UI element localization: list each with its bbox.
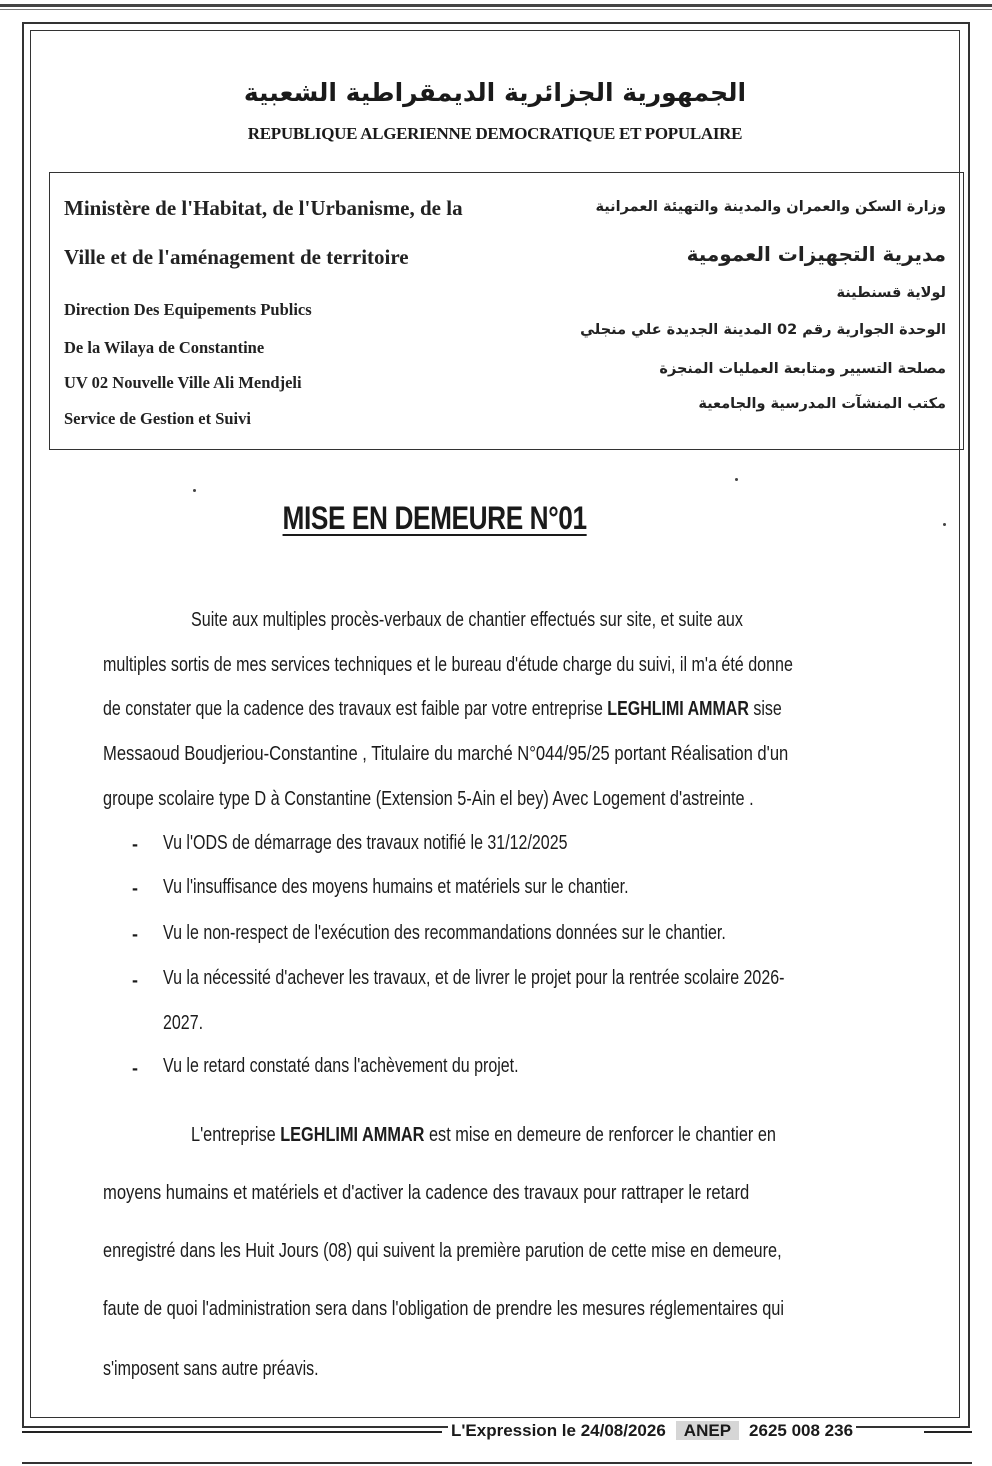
paragraph2-text-b: est mise en demeure de renforcer le chantier en [424, 1124, 777, 1146]
bullet-item: Vu l'ODS de démarrage des travaux notifié le 31/12/2025 [163, 832, 568, 854]
paragraph1-text-a: de constater que la cadence des travaux est faible par votre entreprise [103, 698, 608, 720]
arabic-wilaya-line: لولاية قسنطينة [836, 285, 946, 301]
bullet-item: Vu l'insuffisance des moyens humains et matériels sur le chantier. [163, 876, 629, 898]
paragraph2-line-4: faute de quoi l'administration sera dans l'obligation de prendre les mesures réglementaires qui [103, 1298, 785, 1320]
reference-number: 2625 008 236 [749, 1421, 854, 1440]
bullet-item: Vu le retard constaté dans l'achèvement du projet. [163, 1055, 519, 1077]
paragraph2-text-a: L'entreprise [191, 1124, 281, 1146]
scan-speck [193, 489, 196, 492]
top-rule-thin [0, 9, 992, 10]
arabic-service-line: مصلحة التسيير ومتابعة العمليات المنجزة [659, 361, 946, 377]
scan-speck [943, 523, 946, 526]
bullet-mark: - [132, 834, 138, 854]
address-line: UV 02 Nouvelle Ville Ali Mendjeli [64, 373, 302, 392]
arabic-office-line: مكتب المنشآت المدرسية والجامعية [698, 396, 946, 412]
paragraph1-line-4: Messaoud Boudjeriou-Constantine , Titulaire du marché N°044/95/25 portant Réalisation d'un [103, 743, 789, 765]
bottom-rule [22, 1462, 972, 1464]
arabic-ministry-line: وزارة السكن والعمران والمدينة والتهيئة العمرانية [595, 199, 946, 215]
agency-badge: ANEP [676, 1421, 739, 1440]
paragraph1-line-2: multiples sortis de mes services techniques et le bureau d'étude charge du suivi, il m'a été donne [103, 654, 793, 676]
document-title: MISE EN DEMEURE N°01 [282, 500, 587, 536]
arabic-republic-heading: الجمهورية الجزائرية الديمقراطية الشعبية [243, 78, 747, 107]
paragraph2-line-2: moyens humains et matériels et d'activer la cadence des travaux pour rattraper le retard [103, 1182, 750, 1204]
wilaya-line: De la Wilaya de Constantine [64, 338, 265, 357]
direction-line: Direction Des Equipements Publics [64, 300, 312, 319]
company-name: LEGHLIMI AMMAR [280, 1124, 425, 1146]
publication-footer [448, 1421, 856, 1441]
paragraph1-text-b: sise [748, 698, 782, 720]
paragraph1-line-3 [103, 698, 782, 721]
service-line: Service de Gestion et Suivi [64, 409, 251, 428]
publication-date: L'Expression le 24/08/2026 [451, 1421, 666, 1440]
company-name: LEGHLIMI AMMAR [607, 698, 749, 720]
paragraph1-line-5: groupe scolaire type D à Constantine (Extension 5-Ain el bey) Avec Logement d'astreinte . [103, 788, 754, 810]
bullet-mark: - [132, 1058, 138, 1078]
paragraph2-line-1 [191, 1124, 776, 1147]
scan-speck [735, 478, 738, 481]
ministry-line-1: Ministère de l'Habitat, de l'Urbanisme, de la [64, 196, 463, 220]
paragraph2-line-5: s'imposent sans autre préavis. [103, 1358, 319, 1380]
bullet-item: Vu le non-respect de l'exécution des recommandations données sur le chantier. [163, 922, 726, 944]
bullet-mark: - [132, 970, 138, 990]
top-rule [0, 4, 992, 7]
footer-rule-right [924, 1431, 972, 1433]
ministry-line-2: Ville et de l'aménagement de territoire [64, 245, 409, 269]
bullet-mark: - [132, 878, 138, 898]
paragraph2-line-3: enregistré dans les Huit Jours (08) qui suivent la première parution de cette mise en demeure, [103, 1240, 782, 1262]
arabic-unit-line: الوحدة الجوارية رقم 02 المدينة الجديدة علي منجلي [580, 322, 946, 338]
bullet-item: Vu la nécessité d'achever les travaux, et de livrer le projet pour la rentrée scolaire 2026- [163, 967, 785, 989]
arabic-direction-line: مديرية التجهيزات العمومية [686, 242, 946, 266]
french-republic-heading: REPUBLIQUE ALGERIENNE DEMOCRATIQUE ET POPULAIRE [247, 124, 743, 143]
paragraph1-line-1: Suite aux multiples procès-verbaux de chantier effectués sur site, et suite aux [191, 609, 743, 631]
bullet-item-continuation: 2027. [163, 1012, 204, 1034]
bullet-mark: - [132, 924, 138, 944]
footer-rule-left [22, 1431, 442, 1433]
